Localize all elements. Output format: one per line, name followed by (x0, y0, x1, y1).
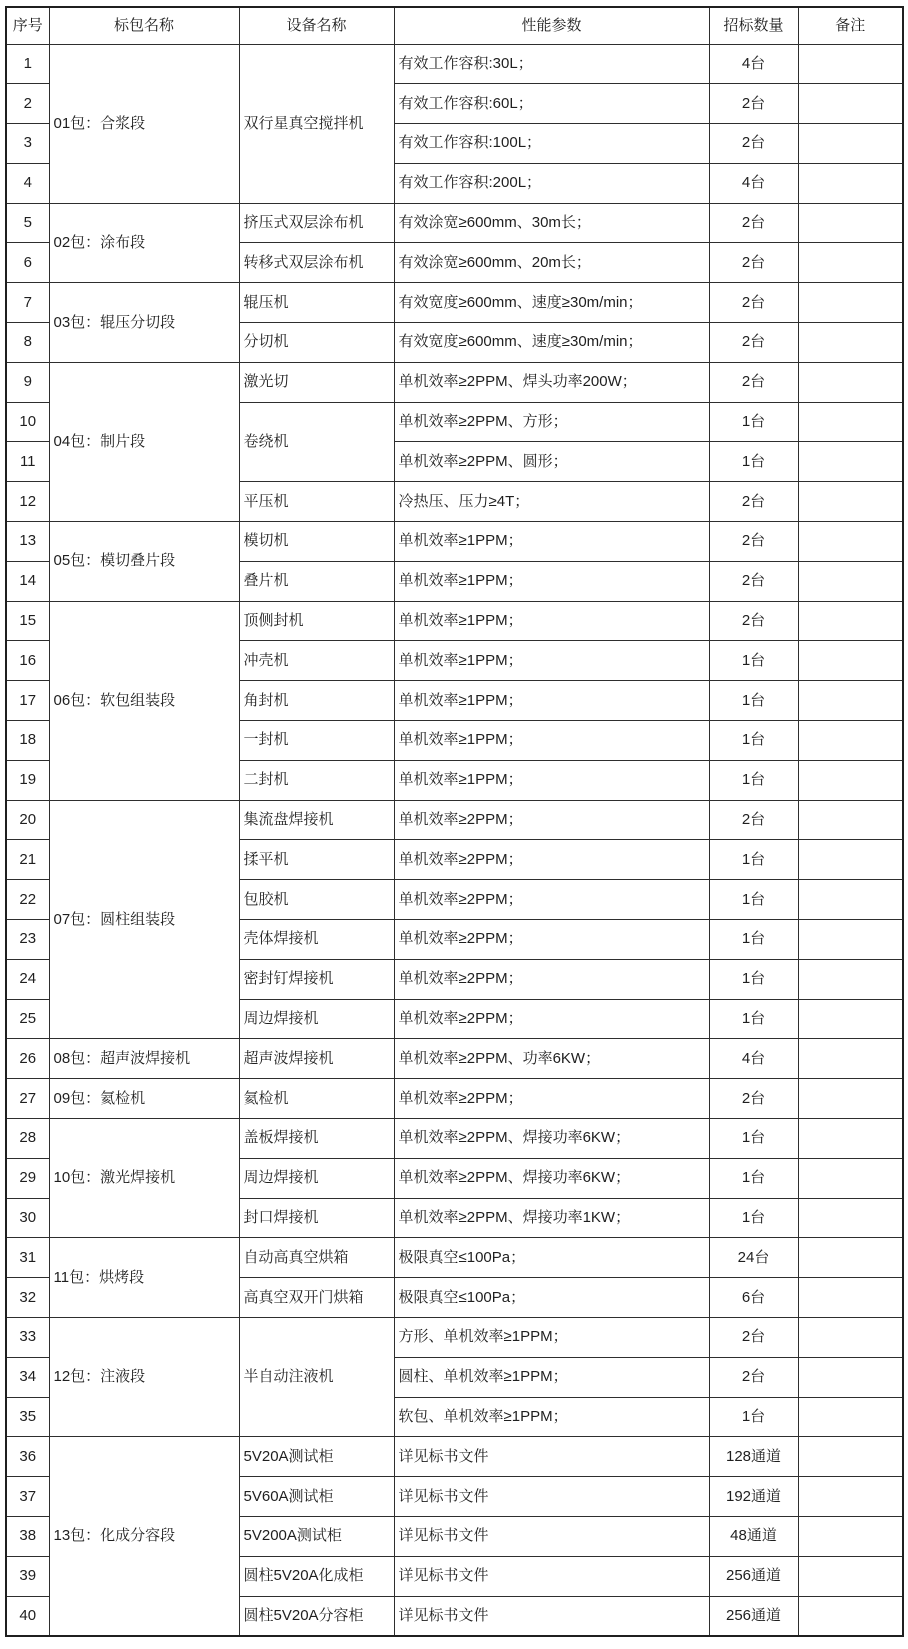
table-row (6, 362, 903, 402)
params-cell: 方形、单机效率≥1PPM； (394, 1318, 709, 1358)
table-row (6, 1437, 903, 1477)
device-cell: 二封机 (239, 760, 394, 800)
note-cell (798, 1318, 903, 1358)
quantity-cell: 1台 (709, 760, 798, 800)
seq-cell: 24 (6, 959, 49, 999)
quantity-cell: 1台 (709, 840, 798, 880)
device-cell: 超声波焊接机 (239, 1039, 394, 1079)
quantity-cell: 1台 (709, 402, 798, 442)
seq-cell: 7 (6, 283, 49, 323)
quantity-cell: 2台 (709, 561, 798, 601)
col-header-params: 性能参数 (394, 7, 709, 44)
package-cell: 13包：化成分容段 (49, 1437, 239, 1636)
table-row (6, 283, 903, 323)
quantity-cell: 2台 (709, 243, 798, 283)
note-cell (798, 323, 903, 363)
quantity-cell: 24台 (709, 1238, 798, 1278)
params-cell: 单机效率≥2PPM； (394, 999, 709, 1039)
package-cell: 05包：模切叠片段 (49, 522, 239, 602)
quantity-cell: 2台 (709, 1357, 798, 1397)
table-row (6, 1119, 903, 1159)
quantity-cell: 1台 (709, 1119, 798, 1159)
note-cell (798, 44, 903, 84)
device-cell: 自动高真空烘箱 (239, 1238, 394, 1278)
table-row (6, 601, 903, 641)
note-cell (798, 1516, 903, 1556)
note-cell (798, 283, 903, 323)
seq-cell: 30 (6, 1198, 49, 1238)
note-cell (798, 959, 903, 999)
device-cell: 氦检机 (239, 1079, 394, 1119)
seq-cell: 31 (6, 1238, 49, 1278)
note-cell (798, 1397, 903, 1437)
device-cell: 角封机 (239, 681, 394, 721)
col-header-note: 备注 (798, 7, 903, 44)
package-cell: 01包：合浆段 (49, 44, 239, 203)
quantity-cell: 2台 (709, 362, 798, 402)
table-row (6, 522, 903, 562)
device-cell: 半自动注液机 (239, 1318, 394, 1437)
col-header-quantity: 招标数量 (709, 7, 798, 44)
device-cell: 冲壳机 (239, 641, 394, 681)
package-cell: 04包：制片段 (49, 362, 239, 521)
quantity-cell: 2台 (709, 124, 798, 164)
params-cell: 详见标书文件 (394, 1437, 709, 1477)
seq-cell: 26 (6, 1039, 49, 1079)
device-cell: 圆柱5V20A化成柜 (239, 1556, 394, 1596)
params-cell: 单机效率≥2PPM； (394, 959, 709, 999)
seq-cell: 4 (6, 163, 49, 203)
params-cell: 单机效率≥2PPM、焊接功率6KW； (394, 1158, 709, 1198)
quantity-cell: 256通道 (709, 1556, 798, 1596)
seq-cell: 6 (6, 243, 49, 283)
quantity-cell: 1台 (709, 1397, 798, 1437)
params-cell: 有效涂宽≥600mm、30m长； (394, 203, 709, 243)
note-cell (798, 482, 903, 522)
device-cell: 高真空双开门烘箱 (239, 1278, 394, 1318)
device-cell: 5V20A测试柜 (239, 1437, 394, 1477)
params-cell: 单机效率≥2PPM、焊头功率200W； (394, 362, 709, 402)
device-cell: 5V60A测试柜 (239, 1477, 394, 1517)
note-cell (798, 402, 903, 442)
quantity-cell: 2台 (709, 1318, 798, 1358)
device-cell: 密封钉焊接机 (239, 959, 394, 999)
package-cell: 12包：注液段 (49, 1318, 239, 1437)
params-cell: 软包、单机效率≥1PPM； (394, 1397, 709, 1437)
device-cell: 盖板焊接机 (239, 1119, 394, 1159)
note-cell (798, 1119, 903, 1159)
device-cell: 顶侧封机 (239, 601, 394, 641)
params-cell: 有效工作容积:100L； (394, 124, 709, 164)
device-cell: 包胶机 (239, 880, 394, 920)
note-cell (798, 1477, 903, 1517)
quantity-cell: 2台 (709, 800, 798, 840)
seq-cell: 14 (6, 561, 49, 601)
device-cell: 辊压机 (239, 283, 394, 323)
params-cell: 有效工作容积:200L； (394, 163, 709, 203)
quantity-cell: 4台 (709, 44, 798, 84)
header-row (6, 7, 903, 44)
params-cell: 单机效率≥2PPM、焊接功率6KW； (394, 1119, 709, 1159)
params-cell: 冷热压、压力≥4T； (394, 482, 709, 522)
params-cell: 详见标书文件 (394, 1477, 709, 1517)
col-header-seq: 序号 (6, 7, 49, 44)
seq-cell: 38 (6, 1516, 49, 1556)
seq-cell: 13 (6, 522, 49, 562)
device-cell: 5V200A测试柜 (239, 1516, 394, 1556)
note-cell (798, 1357, 903, 1397)
table-row (6, 1079, 903, 1119)
seq-cell: 15 (6, 601, 49, 641)
note-cell (798, 1079, 903, 1119)
package-cell: 07包：圆柱组装段 (49, 800, 239, 1039)
params-cell: 单机效率≥2PPM； (394, 840, 709, 880)
quantity-cell: 1台 (709, 442, 798, 482)
col-header-package: 标包名称 (49, 7, 239, 44)
params-cell: 单机效率≥2PPM、焊接功率1KW； (394, 1198, 709, 1238)
note-cell (798, 84, 903, 124)
note-cell (798, 1596, 903, 1636)
seq-cell: 25 (6, 999, 49, 1039)
quantity-cell: 2台 (709, 482, 798, 522)
note-cell (798, 1556, 903, 1596)
params-cell: 有效宽度≥600mm、速度≥30m/min； (394, 283, 709, 323)
quantity-cell: 1台 (709, 1158, 798, 1198)
device-cell: 圆柱5V20A分容柜 (239, 1596, 394, 1636)
device-cell: 转移式双层涂布机 (239, 243, 394, 283)
table-row (6, 1318, 903, 1358)
package-cell: 02包：涂布段 (49, 203, 239, 283)
seq-cell: 34 (6, 1357, 49, 1397)
table-row (6, 800, 903, 840)
seq-cell: 33 (6, 1318, 49, 1358)
note-cell (798, 681, 903, 721)
note-cell (798, 1158, 903, 1198)
seq-cell: 22 (6, 880, 49, 920)
note-cell (798, 1039, 903, 1079)
package-cell: 08包：超声波焊接机 (49, 1039, 239, 1079)
device-cell: 周边焊接机 (239, 999, 394, 1039)
params-cell: 单机效率≥2PPM； (394, 800, 709, 840)
quantity-cell: 1台 (709, 880, 798, 920)
note-cell (798, 522, 903, 562)
seq-cell: 28 (6, 1119, 49, 1159)
seq-cell: 19 (6, 760, 49, 800)
params-cell: 单机效率≥1PPM； (394, 601, 709, 641)
seq-cell: 18 (6, 721, 49, 761)
device-cell: 模切机 (239, 522, 394, 562)
seq-cell: 37 (6, 1477, 49, 1517)
params-cell: 单机效率≥2PPM、方形； (394, 402, 709, 442)
params-cell: 极限真空≤100Pa； (394, 1278, 709, 1318)
note-cell (798, 721, 903, 761)
note-cell (798, 203, 903, 243)
seq-cell: 29 (6, 1158, 49, 1198)
note-cell (798, 641, 903, 681)
quantity-cell: 192通道 (709, 1477, 798, 1517)
note-cell (798, 561, 903, 601)
params-cell: 有效工作容积:30L； (394, 44, 709, 84)
params-cell: 单机效率≥2PPM、圆形； (394, 442, 709, 482)
seq-cell: 8 (6, 323, 49, 363)
params-cell: 单机效率≥1PPM； (394, 641, 709, 681)
seq-cell: 35 (6, 1397, 49, 1437)
note-cell (798, 1238, 903, 1278)
note-cell (798, 840, 903, 880)
device-cell: 双行星真空搅拌机 (239, 44, 394, 203)
note-cell (798, 243, 903, 283)
quantity-cell: 1台 (709, 999, 798, 1039)
seq-cell: 16 (6, 641, 49, 681)
seq-cell: 10 (6, 402, 49, 442)
package-cell: 03包：辊压分切段 (49, 283, 239, 363)
quantity-cell: 128通道 (709, 1437, 798, 1477)
quantity-cell: 6台 (709, 1278, 798, 1318)
quantity-cell: 1台 (709, 641, 798, 681)
quantity-cell: 2台 (709, 1079, 798, 1119)
table-row (6, 203, 903, 243)
seq-cell: 21 (6, 840, 49, 880)
package-cell: 09包：氦检机 (49, 1079, 239, 1119)
device-cell: 叠片机 (239, 561, 394, 601)
note-cell (798, 760, 903, 800)
note-cell (798, 163, 903, 203)
params-cell: 单机效率≥1PPM； (394, 522, 709, 562)
params-cell: 详见标书文件 (394, 1596, 709, 1636)
col-header-device: 设备名称 (239, 7, 394, 44)
params-cell: 单机效率≥2PPM； (394, 1079, 709, 1119)
table-row (6, 44, 903, 84)
params-cell: 有效宽度≥600mm、速度≥30m/min； (394, 323, 709, 363)
device-cell: 封口焊接机 (239, 1198, 394, 1238)
seq-cell: 3 (6, 124, 49, 164)
quantity-cell: 2台 (709, 601, 798, 641)
note-cell (798, 880, 903, 920)
seq-cell: 12 (6, 482, 49, 522)
params-cell: 详见标书文件 (394, 1556, 709, 1596)
seq-cell: 11 (6, 442, 49, 482)
quantity-cell: 1台 (709, 1198, 798, 1238)
params-cell: 圆柱、单机效率≥1PPM； (394, 1357, 709, 1397)
quantity-cell: 2台 (709, 522, 798, 562)
params-cell: 单机效率≥2PPM； (394, 920, 709, 960)
device-cell: 卷绕机 (239, 402, 394, 482)
package-cell: 10包：激光焊接机 (49, 1119, 239, 1238)
note-cell (798, 362, 903, 402)
params-cell: 有效涂宽≥600mm、20m长； (394, 243, 709, 283)
device-cell: 周边焊接机 (239, 1158, 394, 1198)
quantity-cell: 256通道 (709, 1596, 798, 1636)
package-cell: 06包：软包组装段 (49, 601, 239, 800)
params-cell: 极限真空≤100Pa； (394, 1238, 709, 1278)
quantity-cell: 48通道 (709, 1516, 798, 1556)
quantity-cell: 2台 (709, 84, 798, 124)
params-cell: 有效工作容积:60L； (394, 84, 709, 124)
seq-cell: 9 (6, 362, 49, 402)
params-cell: 单机效率≥2PPM； (394, 880, 709, 920)
device-cell: 挤压式双层涂布机 (239, 203, 394, 243)
table-row (6, 1039, 903, 1079)
device-cell: 一封机 (239, 721, 394, 761)
note-cell (798, 442, 903, 482)
quantity-cell: 4台 (709, 163, 798, 203)
seq-cell: 32 (6, 1278, 49, 1318)
params-cell: 单机效率≥1PPM； (394, 721, 709, 761)
seq-cell: 1 (6, 44, 49, 84)
note-cell (798, 1278, 903, 1318)
quantity-cell: 1台 (709, 721, 798, 761)
quantity-cell: 1台 (709, 920, 798, 960)
device-cell: 分切机 (239, 323, 394, 363)
note-cell (798, 999, 903, 1039)
seq-cell: 17 (6, 681, 49, 721)
params-cell: 单机效率≥1PPM； (394, 561, 709, 601)
seq-cell: 40 (6, 1596, 49, 1636)
params-cell: 单机效率≥1PPM； (394, 681, 709, 721)
note-cell (798, 800, 903, 840)
quantity-cell: 1台 (709, 959, 798, 999)
seq-cell: 5 (6, 203, 49, 243)
note-cell (798, 124, 903, 164)
bid-items-table (5, 6, 904, 1637)
package-cell: 11包：烘烤段 (49, 1238, 239, 1318)
params-cell: 单机效率≥2PPM、功率6KW； (394, 1039, 709, 1079)
seq-cell: 20 (6, 800, 49, 840)
device-cell: 壳体焊接机 (239, 920, 394, 960)
params-cell: 详见标书文件 (394, 1516, 709, 1556)
seq-cell: 27 (6, 1079, 49, 1119)
seq-cell: 36 (6, 1437, 49, 1477)
quantity-cell: 2台 (709, 323, 798, 363)
device-cell: 揉平机 (239, 840, 394, 880)
quantity-cell: 2台 (709, 283, 798, 323)
seq-cell: 39 (6, 1556, 49, 1596)
note-cell (798, 1198, 903, 1238)
seq-cell: 23 (6, 920, 49, 960)
note-cell (798, 920, 903, 960)
note-cell (798, 601, 903, 641)
quantity-cell: 4台 (709, 1039, 798, 1079)
seq-cell: 2 (6, 84, 49, 124)
device-cell: 激光切 (239, 362, 394, 402)
table-row (6, 1238, 903, 1278)
device-cell: 集流盘焊接机 (239, 800, 394, 840)
params-cell: 单机效率≥1PPM； (394, 760, 709, 800)
note-cell (798, 1437, 903, 1477)
quantity-cell: 1台 (709, 681, 798, 721)
quantity-cell: 2台 (709, 203, 798, 243)
device-cell: 平压机 (239, 482, 394, 522)
